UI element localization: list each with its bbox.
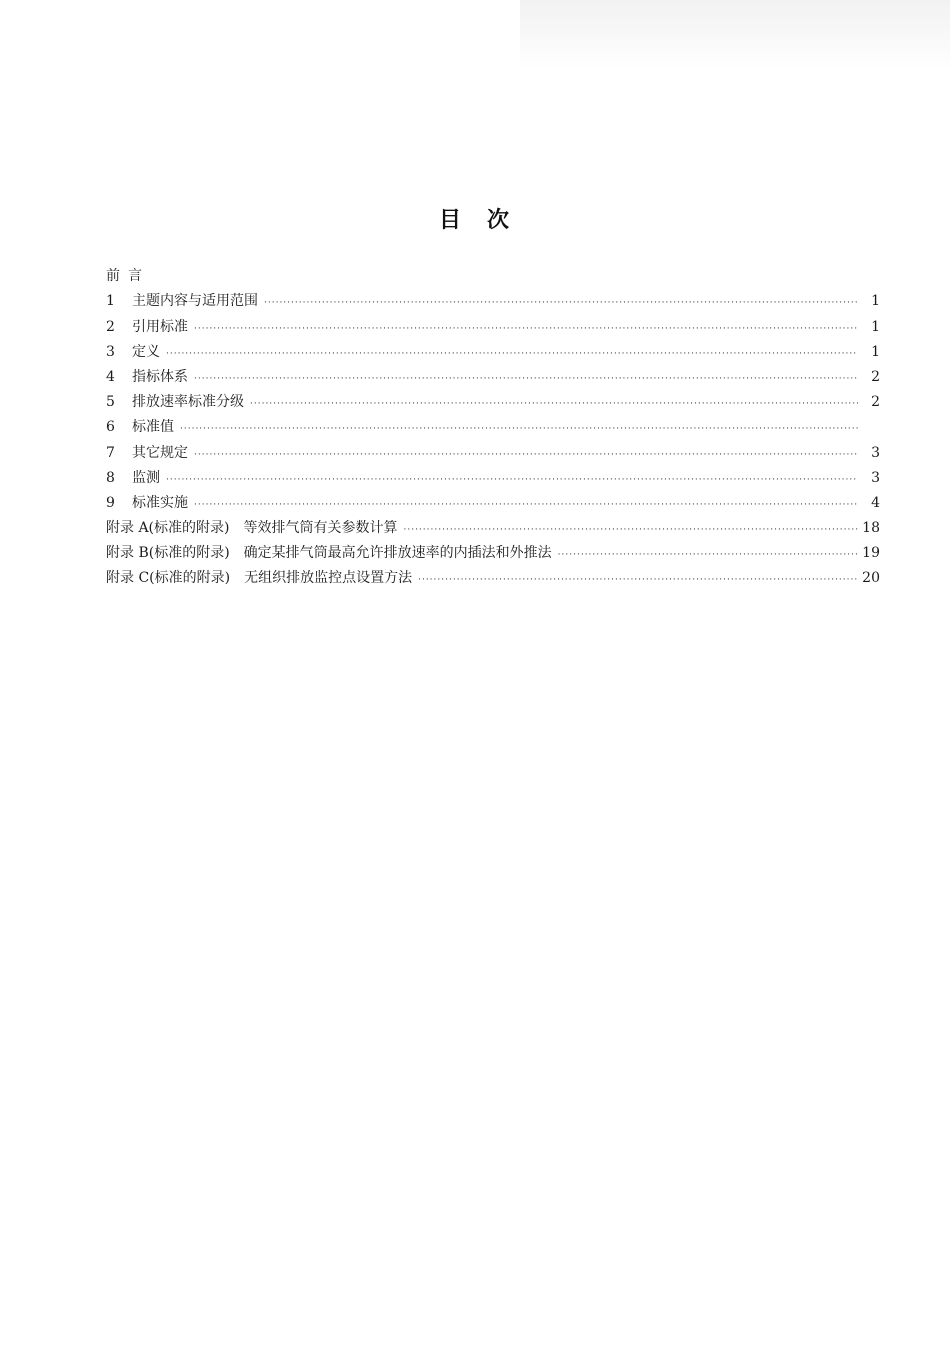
appendix-title: 确定某排气筒最高允许排放速率的内插法和外推法 — [243, 545, 552, 562]
toc-entry-label: 标准值 — [132, 419, 174, 436]
toc-entry[interactable] — [106, 336, 880, 361]
toc-entry-preface[interactable] — [106, 260, 880, 285]
toc-entry-number: 9 — [106, 494, 115, 511]
toc-leader-dots — [403, 523, 858, 537]
toc-entry-page: 19 — [862, 545, 880, 562]
toc-entry-number: 6 — [106, 419, 115, 436]
toc-entry-label: 排放速率标准分级 — [132, 394, 244, 411]
toc-entry[interactable] — [106, 436, 880, 461]
toc-leader-dots — [180, 422, 858, 436]
toc-appendix-entry[interactable] — [106, 512, 880, 537]
toc-entry-label: 指标体系 — [132, 368, 188, 385]
toc-leader-dots — [194, 498, 858, 512]
toc-entry-label: 标准实施 — [132, 494, 188, 511]
scan-shade — [520, 0, 950, 70]
toc-entry-label: 主题内容与适用范围 — [132, 293, 258, 310]
toc-entry-label: 前言 — [106, 268, 150, 285]
toc-leader-dots — [166, 347, 858, 361]
appendix-prefix: 附录 B(标准的附录) — [106, 545, 230, 562]
toc-leader-dots — [250, 397, 858, 411]
toc-entry-number: 5 — [106, 394, 115, 411]
toc-entry-page: 4 — [871, 494, 880, 511]
toc-entry[interactable] — [106, 462, 880, 487]
toc-entry-page: 2 — [871, 368, 880, 385]
toc-entry-page: 1 — [871, 293, 880, 310]
toc-leader-dots — [194, 372, 858, 386]
toc-entry-page: 3 — [871, 444, 880, 461]
toc-entry[interactable] — [106, 487, 880, 512]
toc-entry-label: 定义 — [132, 343, 160, 360]
toc-leader-dots — [418, 573, 858, 587]
toc-appendix-entry[interactable] — [106, 537, 880, 562]
toc-entry-label — [106, 544, 558, 562]
toc-entry-label — [106, 569, 418, 587]
toc-entry-number: 1 — [106, 293, 115, 310]
toc-entry[interactable] — [106, 411, 880, 436]
appendix-title: 无组织排放监控点设置方法 — [244, 570, 413, 587]
appendix-prefix: 附录 A(标准的附录) — [106, 520, 230, 537]
toc-leader-dots — [194, 448, 858, 462]
toc-entry[interactable] — [106, 386, 880, 411]
toc-entry-number: 2 — [106, 318, 115, 335]
toc-appendix-entry[interactable] — [106, 562, 880, 587]
toc-entry-page: 18 — [862, 520, 880, 537]
toc-title: 目 次 — [438, 208, 511, 233]
appendix-title: 等效排气筒有关参数计算 — [243, 520, 398, 537]
toc-entry-page: 2 — [871, 394, 880, 411]
toc-entry-label: 监测 — [132, 469, 160, 486]
appendix-prefix: 附录 C(标准的附录) — [106, 570, 231, 587]
toc-leader-dots — [166, 473, 858, 487]
toc-entry-page: 20 — [862, 570, 880, 587]
toc-entry[interactable] — [106, 310, 880, 335]
toc-entry-number: 3 — [106, 343, 115, 360]
toc-entry-number: 8 — [106, 469, 115, 486]
toc-entry-page: 1 — [871, 343, 880, 360]
toc-entry-page: 1 — [871, 318, 880, 335]
toc-entry-number: 7 — [106, 444, 115, 461]
toc-entry-page: 3 — [871, 469, 880, 486]
toc-leader-dots — [264, 296, 858, 310]
toc-entry[interactable] — [106, 361, 880, 386]
toc-entry[interactable] — [106, 285, 880, 310]
table-of-contents — [106, 260, 880, 587]
toc-entry-label: 引用标准 — [132, 318, 188, 335]
toc-leader-dots — [558, 548, 858, 562]
toc-entry-label — [106, 519, 403, 537]
toc-entry-label: 其它规定 — [132, 444, 188, 461]
toc-leader-dots — [194, 322, 858, 336]
toc-entry-number: 4 — [106, 368, 115, 385]
